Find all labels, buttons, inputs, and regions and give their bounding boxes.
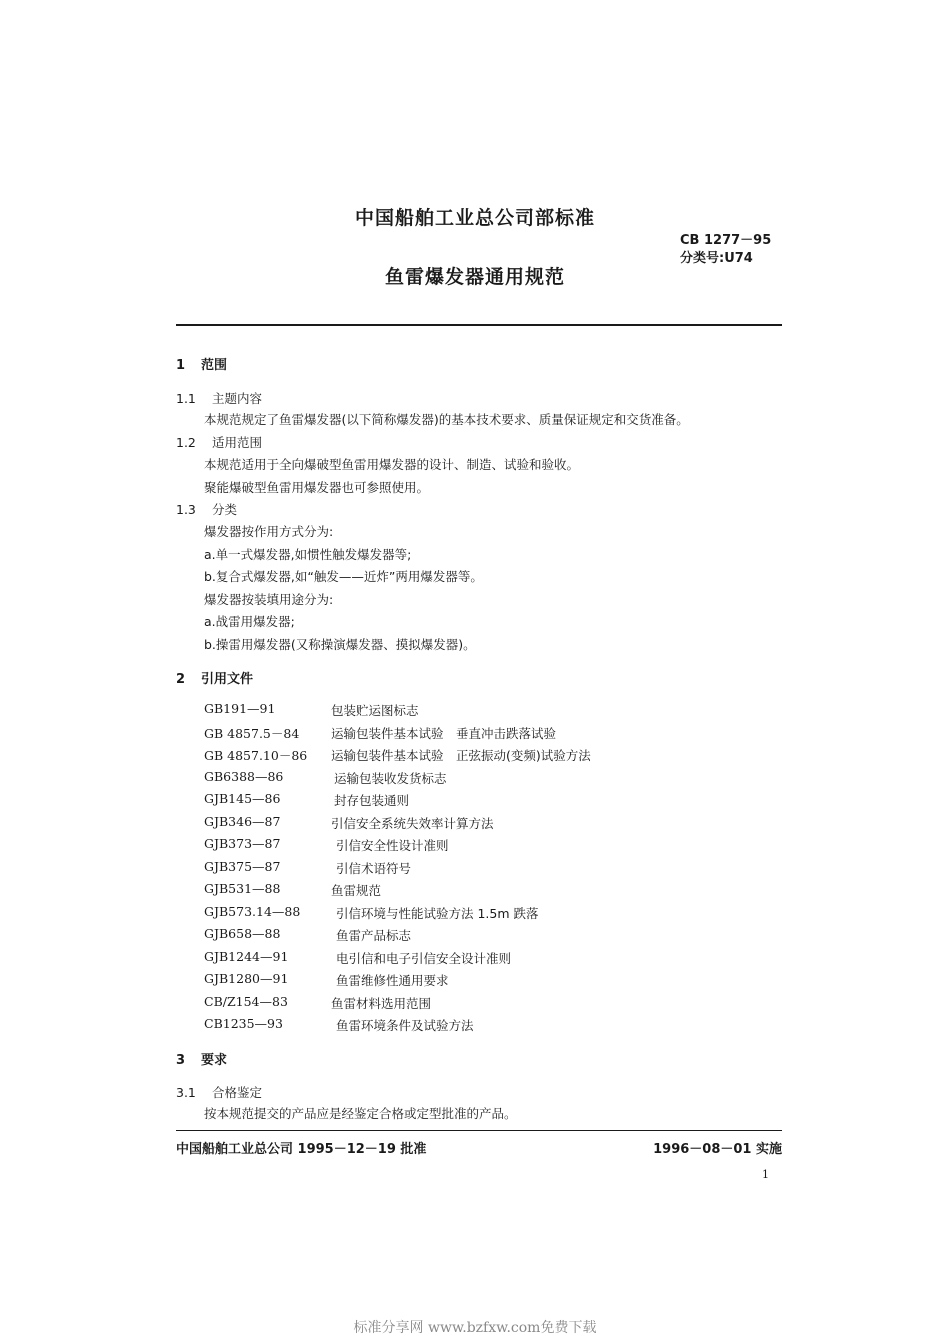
classification-line: 爆发器按作用方式分为: xyxy=(204,524,334,539)
reference-code: GB 4857.10－86 xyxy=(204,748,308,763)
footer-rule xyxy=(176,1130,782,1131)
reference-code: GJB346—87 xyxy=(204,814,281,829)
reference-code: GJB145—86 xyxy=(204,791,281,806)
reference-title: 运输包装收发货标志 xyxy=(334,771,447,786)
section-title: 范围 xyxy=(201,358,228,373)
section-title: 引用文件 xyxy=(201,672,254,687)
classification-line: 爆发器按装填用途分为: xyxy=(204,592,334,607)
watermark-text: 标准分享网 www.bzfxw.com免费下载 xyxy=(353,1320,597,1336)
classification-number: 分类号:U74 xyxy=(680,251,753,266)
reference-code: GB191—91 xyxy=(204,701,276,716)
section-number: 1.2 xyxy=(176,435,196,450)
section-number: 3 xyxy=(176,1053,186,1068)
section-1-heading xyxy=(176,354,227,373)
reference-code: GJB375—87 xyxy=(204,859,281,874)
reference-title: 引信安全系统失效率计算方法 xyxy=(331,816,494,831)
standard-code: CB 1277－95 xyxy=(680,233,772,248)
reference-code: GJB1244—91 xyxy=(204,949,289,964)
section-title: 要求 xyxy=(201,1053,228,1068)
reference-title: 鱼雷环境条件及试验方法 xyxy=(336,1018,474,1033)
classification-line: b.操雷用爆发器(又称操演爆发器、摸拟爆发器)。 xyxy=(204,637,476,652)
reference-title: 鱼雷维修性通用要求 xyxy=(336,973,449,988)
section-title: 适用范围 xyxy=(212,435,263,450)
reference-title: 运输包装件基本试验 垂直冲击跌落试验 xyxy=(331,726,557,741)
section-2-heading xyxy=(176,668,253,687)
section-3-1-heading xyxy=(176,1083,262,1101)
section-title: 分类 xyxy=(212,502,238,517)
reference-code: GJB658—88 xyxy=(204,926,281,941)
section-1-3-heading xyxy=(176,500,237,518)
effective-date: 1996－08－01 实施 xyxy=(653,1142,782,1157)
reference-title: 鱼雷规范 xyxy=(331,883,382,898)
reference-title: 运输包装件基本试验 正弦振动(变频)试验方法 xyxy=(331,748,591,763)
header-rule xyxy=(176,324,782,326)
reference-code: GJB373—87 xyxy=(204,836,281,851)
document-title: 鱼雷爆发器通用规范 xyxy=(384,266,565,288)
section-3-heading xyxy=(176,1049,227,1068)
classification-line: a.单一式爆发器,如惯性触发爆发器等; xyxy=(204,547,412,562)
section-1-1-heading xyxy=(176,389,262,407)
section-1-2-heading xyxy=(176,433,262,451)
reference-title: 鱼雷材料选用范围 xyxy=(331,996,432,1011)
section-title: 主题内容 xyxy=(212,391,263,406)
reference-code: GJB573.14—88 xyxy=(204,904,301,919)
reference-title: 引信环境与性能试验方法 1.5m 跌落 xyxy=(336,906,539,921)
reference-title: 引信术语符号 xyxy=(336,861,412,876)
reference-code: GB 4857.5－84 xyxy=(204,726,300,741)
classification-line: a.战雷用爆发器; xyxy=(204,614,295,629)
reference-title: 封存包装通则 xyxy=(334,793,410,808)
section-number: 1 xyxy=(176,358,186,373)
reference-code: CB1235—93 xyxy=(204,1016,283,1031)
section-1-2-text-2: 聚能爆破型鱼雷用爆发器也可参照使用。 xyxy=(204,480,430,495)
reference-title: 电引信和电子引信安全设计准则 xyxy=(336,951,512,966)
section-title: 合格鉴定 xyxy=(212,1085,263,1100)
section-3-1-text: 按本规范提交的产品应是经鉴定合格或定型批准的产品。 xyxy=(204,1106,517,1121)
classification-line: b.复合式爆发器,如“触发——近炸”两用爆发器等。 xyxy=(204,569,483,584)
section-number: 1.3 xyxy=(176,502,196,517)
reference-title: 鱼雷产品标志 xyxy=(336,928,412,943)
reference-code: GB6388—86 xyxy=(204,769,284,784)
reference-code: GJB1280—91 xyxy=(204,971,289,986)
reference-title: 包装贮运图标志 xyxy=(331,703,419,718)
reference-code: GJB531—88 xyxy=(204,881,281,896)
section-1-2-text-1: 本规范适用于全向爆破型鱼雷用爆发器的设计、制造、试验和验收。 xyxy=(204,457,580,472)
page-number: 1 xyxy=(762,1168,769,1181)
section-1-1-text: 本规范规定了鱼雷爆发器(以下简称爆发器)的基本技术要求、质量保证规定和交货准备。 xyxy=(204,412,689,427)
approval-line: 中国船舶工业总公司 1995－12－19 批准 xyxy=(176,1142,427,1157)
section-number: 3.1 xyxy=(176,1085,196,1100)
section-number: 2 xyxy=(176,672,186,687)
section-number: 1.1 xyxy=(176,391,196,406)
reference-title: 引信安全性设计准则 xyxy=(336,838,449,853)
reference-code: CB/Z154—83 xyxy=(204,994,288,1009)
org-title: 中国船舶工业总公司部标准 xyxy=(354,207,595,229)
